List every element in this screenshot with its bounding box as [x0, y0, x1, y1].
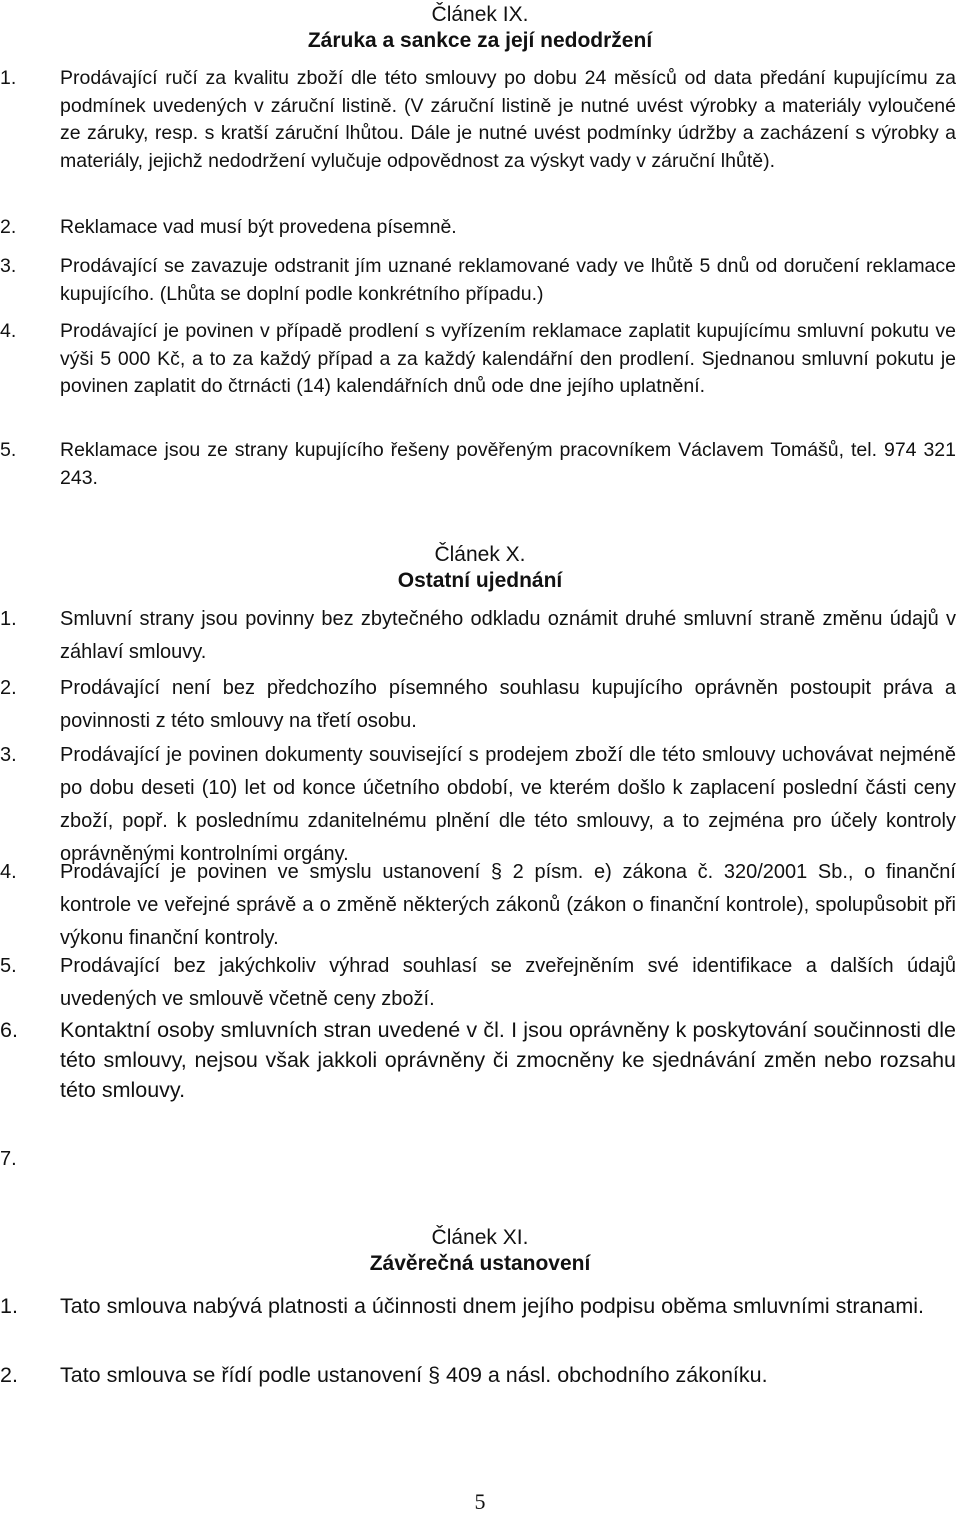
article-heading: Článek XI. [431, 1226, 529, 1249]
item-number: 2. [0, 1363, 18, 1387]
item-text: Tato smlouva se řídí podle ustanovení § 409 a násl. obchodního zákoníku. [60, 1363, 768, 1387]
item-text: Prodávající není bez předchozího písemného souhlasu kupujícího oprávněn postoupit práva a povinnosti z této smlouvy na třetí osobu. [60, 677, 956, 732]
item-number: 3. [0, 744, 17, 766]
item-text: Prodávající je povinen ve smyslu ustanovení § 2 písm. e) zákona č. 320/2001 Sb., o finanční kontrole ve veřejné správě a o změně některých zákonů (zákon o finanční kontrole), spolupůsobit při výkonu finanční kontroly. [60, 861, 956, 949]
item-text: Prodávající je povinen v případě prodlení s vyřízením reklamace zaplatit kupujícímu smluvní pokutu ve výši 5 000 Kč, a to za každý případ a za každý kalendářní den prodlení. Sjednanou smluvní pokutu je povinen zaplatit do čtrnácti (14) kalendářních dnů ode dne jejího uplatnění. [60, 320, 956, 397]
article-title: Záruka a sankce za její nedodržení [307, 29, 653, 52]
item-number: 5. [0, 439, 17, 461]
item-number: 7. [0, 1148, 17, 1170]
item-number: 6. [0, 1018, 18, 1042]
item-text: Prodávající bez jakýchkoliv výhrad souhlasí se zveřejněním své identifikace a dalších údajů uvedených ve smlouvě včetně ceny zboží. [60, 955, 956, 1010]
article-heading: Článek X. [434, 543, 526, 566]
article-10-header [0, 542, 960, 594]
item-text: Kontaktní osoby smluvních stran uvedené v čl. I jsou oprávněny k poskytování součinnosti dle této smlouvy, nejsou však jakkoli oprávněny či zmocněny ke sjednávání změn nebo rozsahu této smlouvy. [60, 1018, 956, 1102]
item-text: Prodávající je povinen dokumenty související s prodejem zboží dle této smlouvy uchovávat nejméně po dobu deseti (10) let od konce účetního období, ve kterém došlo k zaplacení poslední části ceny zboží, popř. k poslednímu zdanitelnému plnění dle této smlouvy, a to zejména pro účely kontroly oprávněnými kontrolními orgány. [60, 744, 956, 865]
item-text: Tato smlouva nabývá platnosti a účinnosti dnem jejího podpisu oběma smluvními stranami. [60, 1294, 925, 1318]
article-title: Ostatní ujednání [397, 569, 563, 592]
item-text: Smluvní strany jsou povinny bez zbytečného odkladu oznámit druhé smluvní straně změnu údajů v záhlaví smlouvy. [60, 608, 956, 663]
item-number: 5. [0, 955, 17, 977]
item-text: Prodávající se zavazuje odstranit jím uznané reklamované vady ve lhůtě 5 dnů od doručení reklamace kupujícího. (Lhůta se doplní podle konkrétního případu.) [60, 255, 956, 305]
item-number: 4. [0, 861, 17, 883]
article-heading: Článek IX. [431, 3, 529, 26]
item-text: Reklamace vad musí být provedena písemně. [60, 216, 457, 238]
article-9-header [0, 2, 960, 54]
item-number: 1. [0, 608, 17, 630]
item-number: 1. [0, 1294, 18, 1318]
page-number: 5 [474, 1489, 486, 1514]
item-number: 2. [0, 677, 17, 699]
item-text: Reklamace jsou ze strany kupujícího řešeny pověřeným pracovníkem Václavem Tomášů, tel. 974 321 243. [60, 439, 956, 489]
item-number: 4. [0, 320, 17, 342]
item-number: 2. [0, 216, 17, 238]
item-number: 1. [0, 67, 17, 89]
item-text: Prodávající ručí za kvalitu zboží dle této smlouvy po dobu 24 měsíců od data předání kupujícímu za podmínek uvedených v záruční listině. (V záruční listině je nutné uvést výrobky a materiály vyloučené ze záruky, resp. s kratší záruční lhůtou. Dále je nutné uvést podmínky údržby a zacházení s výrobky a materiály, jejichž nedodržení vylučuje odpovědnost za výskyt vady v záruční lhůtě). [60, 67, 956, 172]
article-title: Závěrečná ustanovení [369, 1252, 591, 1275]
item-number: 3. [0, 255, 17, 277]
article-11-header [0, 1225, 960, 1277]
